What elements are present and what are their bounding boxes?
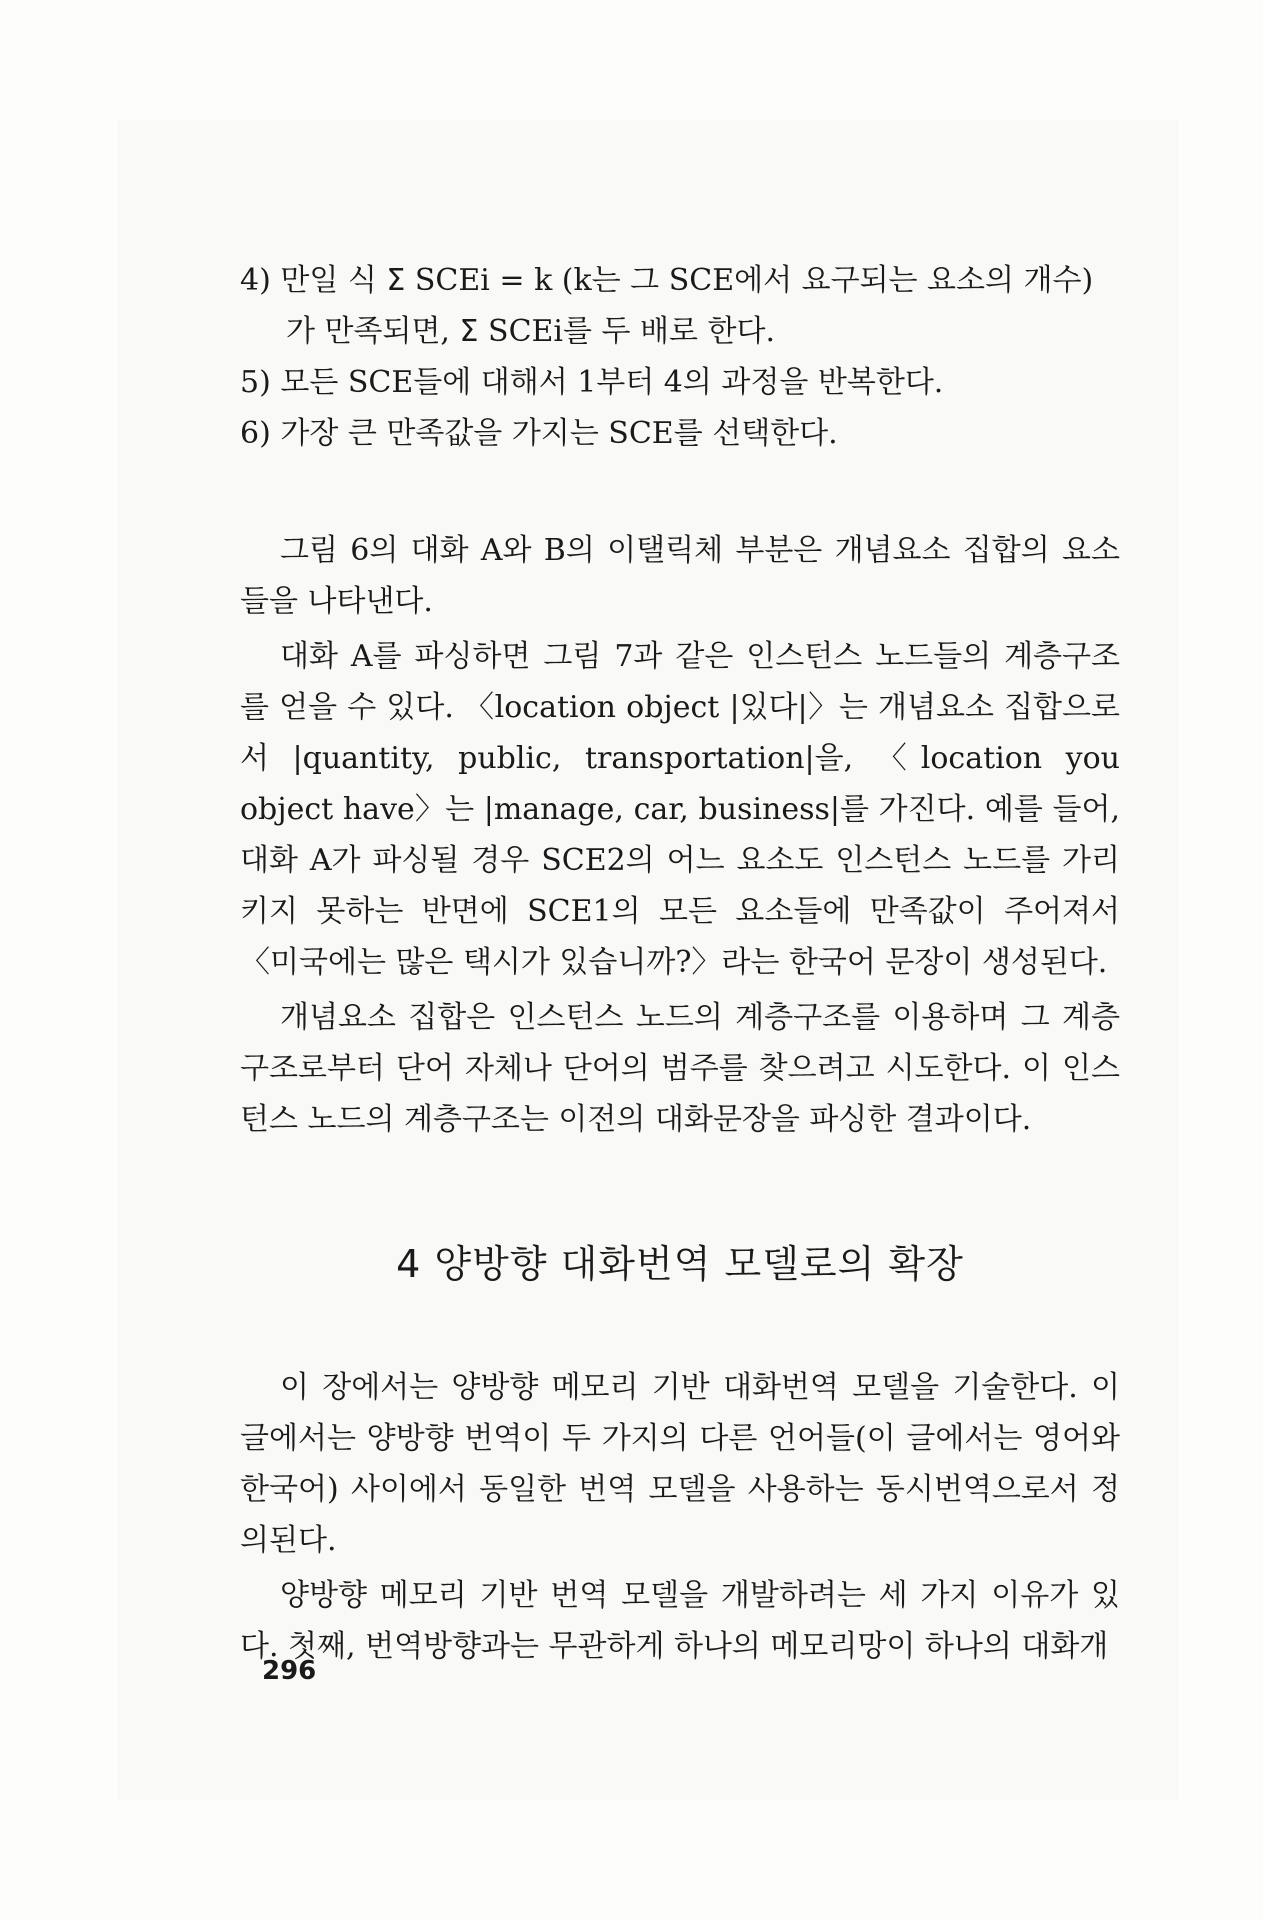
- step-text: SCEi를 두 배로 한다.: [478, 314, 776, 349]
- step-text: SCEi = k (k는 그 SCE에서 요구되는 요소의 개수): [405, 263, 1094, 298]
- paragraph: 양방향 메모리 기반 번역 모델을 개발하려는 세 가지 이유가 있다. 첫째, 번역방향과는 무관하게 하나의 메모리망이 하나의 대화개: [240, 1578, 1120, 1664]
- paragraph: 대화 A를 파싱하면 그림 7과 같은 인스턴스 노드들의 계층구조를 얻을 수 있다. 〈location object |있다|〉는 개념요소 집합으로서 |quantity, public, transportation|을, 〈location you object have〉는 |manage, car, business|를 가진다. 예를 들어, 대화 A가 파싱될 경우 SCE2의 어느 요소도 인스턴스 노드를 가리키지 못하는 반면에 SCE1의 모든 요소들에 만족값이 주어져서 〈미국에는 많은 택시가 있습니까?〉라는 한국어 문장이 생성된다.: [240, 639, 1120, 980]
- step-item-4: [240, 255, 1120, 306]
- section-heading: 4 양방향 대화번역 모델로의 확장: [396, 1242, 964, 1286]
- paragraph: 개념요소 집합은 인스턴스 노드의 계층구조를 이용하며 그 계층구조로부터 단어 자체나 단어의 범주를 찾으려고 시도한다. 이 인스턴스 노드의 계층구조는 이전의 대화문장을 파싱한 결과이다.: [240, 1000, 1120, 1137]
- step-item-6: [240, 408, 1120, 459]
- step-item-4-continued: [240, 306, 1120, 357]
- step-text: 가장 큰 만족값을 가지는 SCE를 선택한다.: [280, 416, 838, 451]
- step-item-5: [240, 357, 1120, 408]
- step-text: 모든 SCE들에 대해서 1부터 4의 과정을 반복한다.: [280, 365, 944, 400]
- paragraph: 그림 6의 대화 A와 B의 이탤릭체 부분은 개념요소 집합의 요소들을 나타낸다.: [240, 533, 1120, 619]
- step-number: 6): [240, 416, 271, 451]
- page-number: 296: [262, 1656, 317, 1686]
- sigma-symbol: Σ: [459, 314, 479, 349]
- step-number: 4): [240, 263, 271, 298]
- step-text: 가 만족되면,: [286, 314, 460, 349]
- sigma-symbol: Σ: [386, 263, 406, 298]
- step-text: 만일 식: [280, 263, 387, 298]
- step-list: [240, 255, 1120, 459]
- paragraph: 이 장에서는 양방향 메모리 기반 대화번역 모델을 기술한다. 이 글에서는 양방향 번역이 두 가지의 다른 언어들(이 글에서는 영어와 한국어) 사이에서 동일한 번역 모델을 사용하는 동시번역으로서 정의된다.: [240, 1370, 1120, 1558]
- step-number: 5): [240, 365, 271, 400]
- page-body: [240, 255, 1120, 1676]
